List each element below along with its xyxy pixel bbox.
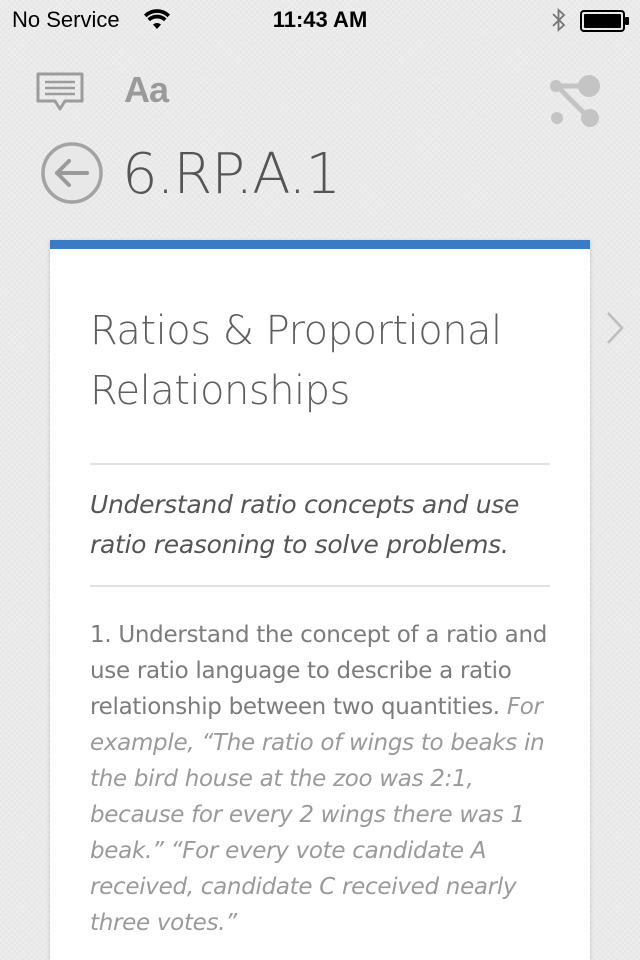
divider <box>90 585 550 587</box>
cluster-heading: Understand ratio concepts and use ratio reasoning to solve problems. <box>90 490 520 559</box>
standard-text <box>90 617 550 941</box>
carrier-label: No Service <box>12 7 120 32</box>
font-size-button[interactable]: Aa <box>124 69 169 110</box>
comment-icon[interactable] <box>35 72 85 112</box>
standard-example: For example, “The ratio of wings to beaks in the bird house at the zoo was 2:1, because for every 2 wings there was 1 beak.” “For every vote candidate A received, candidate C received nearly three votes.” <box>90 694 545 936</box>
share-icon[interactable] <box>545 72 605 128</box>
bluetooth-icon <box>551 7 567 33</box>
domain-title: Ratios & Proportional Relationships <box>90 308 502 414</box>
standard-card <box>50 240 590 960</box>
card-content <box>90 301 550 941</box>
chevron-right-icon[interactable] <box>604 310 626 346</box>
clock: 11:43 AM <box>272 7 368 32</box>
back-arrow-icon[interactable] <box>40 141 104 205</box>
standard-statement: 1. Understand the concept of a ratio and use ratio language to describe a ratio relationship between two quantities. <box>90 622 548 720</box>
battery-icon <box>580 10 630 32</box>
page-title: 6.RP.A.1 <box>122 142 340 207</box>
divider <box>90 463 550 465</box>
status-bar <box>0 0 640 40</box>
